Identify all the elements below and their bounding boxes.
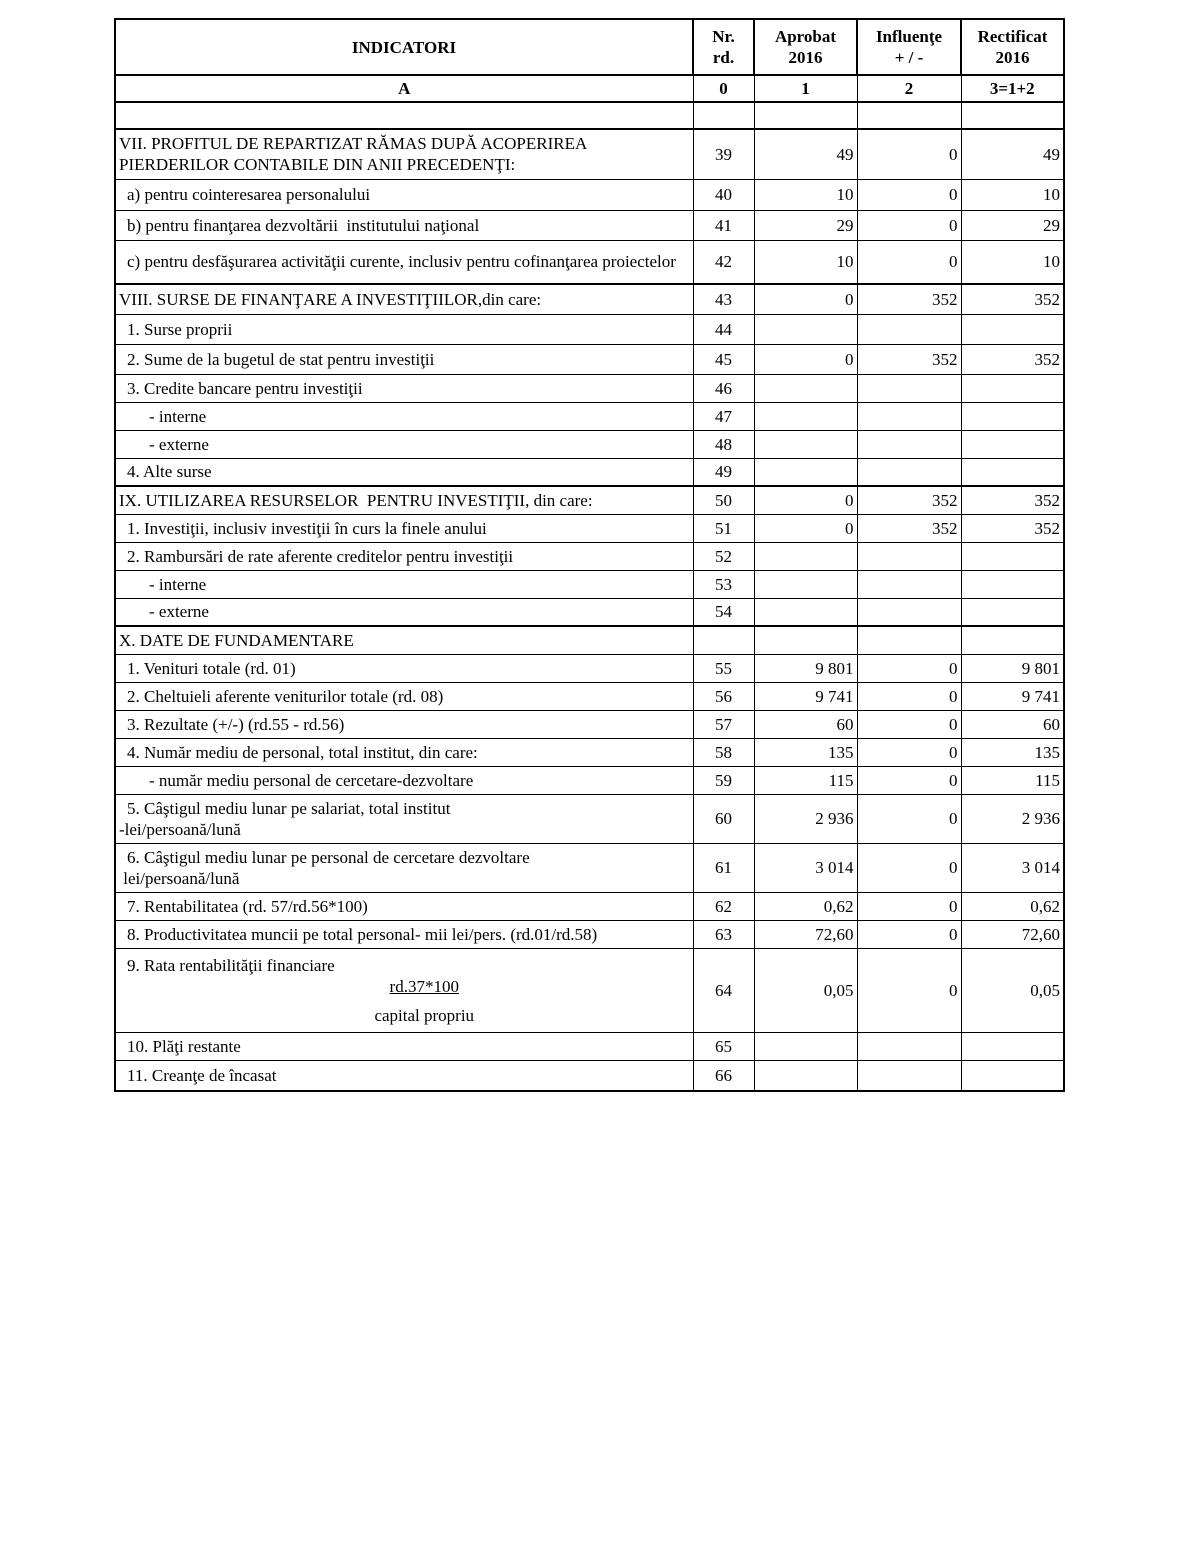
indicator-label (115, 1060, 693, 1091)
value-influente (857, 458, 961, 486)
value-rectificat: 2 936 (961, 794, 1064, 843)
indicator-label (115, 402, 693, 430)
value-influente: 0 (857, 794, 961, 843)
value-aprobat: 9 801 (754, 654, 857, 682)
value-influente: 0 (857, 129, 961, 179)
indicator-label (115, 374, 693, 402)
value-rectificat: 60 (961, 710, 1064, 738)
value-aprobat (754, 314, 857, 344)
table-row (115, 892, 1064, 920)
indicator-text: 10. Plăţi restante (127, 1036, 241, 1056)
table-row (115, 738, 1064, 766)
indicator-label (115, 458, 693, 486)
value-rectificat (961, 102, 1064, 129)
indicator-text: 3. Rezultate (+/-) (rd.55 - rd.56) (127, 714, 345, 734)
value-influente (857, 570, 961, 598)
table-row (115, 458, 1064, 486)
indicator-text: 4. Număr mediu de personal, total institut, din care: (127, 742, 478, 762)
value-aprobat (754, 1060, 857, 1091)
table-row (115, 402, 1064, 430)
value-influente (857, 102, 961, 129)
value-rectificat: 352 (961, 514, 1064, 542)
row-number: 47 (693, 402, 754, 430)
indicator-label (115, 344, 693, 374)
value-aprobat: 10 (754, 179, 857, 210)
indicator-text: - interne (149, 406, 207, 426)
value-rectificat (961, 542, 1064, 570)
row-number: 42 (693, 240, 754, 284)
value-influente (857, 374, 961, 402)
table-row (115, 920, 1064, 948)
column-index-row (115, 75, 1064, 102)
value-rectificat: 135 (961, 738, 1064, 766)
row-number: 41 (693, 210, 754, 240)
indicator-text: 2. Cheltuieli aferente veniturilor totale (rd. 08) (127, 686, 444, 706)
row-number: 43 (693, 284, 754, 314)
value-rectificat (961, 314, 1064, 344)
row-number: 53 (693, 570, 754, 598)
indicator-label (115, 794, 693, 843)
row-number: 66 (693, 1060, 754, 1091)
value-rectificat: 10 (961, 179, 1064, 210)
value-rectificat (961, 598, 1064, 626)
table-row (115, 626, 1064, 654)
row-number: 48 (693, 430, 754, 458)
value-influente: 0 (857, 179, 961, 210)
value-rectificat: 10 (961, 240, 1064, 284)
value-rectificat: 352 (961, 486, 1064, 514)
indicator-text: - număr mediu personal de cercetare-dezvoltare (149, 770, 474, 790)
row-number: 65 (693, 1032, 754, 1060)
indicator-label (115, 430, 693, 458)
value-aprobat (754, 458, 857, 486)
value-aprobat: 9 741 (754, 682, 857, 710)
row-number: 46 (693, 374, 754, 402)
row-number: 55 (693, 654, 754, 682)
value-aprobat (754, 542, 857, 570)
row-number: 62 (693, 892, 754, 920)
value-rectificat: 352 (961, 284, 1064, 314)
header-influente: Influenţe + / - (857, 19, 961, 75)
value-influente: 0 (857, 892, 961, 920)
indicator-text: - externe (149, 602, 209, 622)
col-index-1: 1 (754, 75, 857, 102)
value-rectificat (961, 626, 1064, 654)
row-number: 59 (693, 766, 754, 794)
row-number: 51 (693, 514, 754, 542)
row-number: 50 (693, 486, 754, 514)
row-number: 54 (693, 598, 754, 626)
table-row (115, 240, 1064, 284)
indicator-text: 2. Rambursări de rate aferente creditelor pentru investiţii (127, 546, 514, 566)
value-aprobat: 0,05 (754, 948, 857, 1032)
value-rectificat (961, 430, 1064, 458)
value-aprobat: 10 (754, 240, 857, 284)
table-row (115, 654, 1064, 682)
value-aprobat: 0,62 (754, 892, 857, 920)
indicator-text: c) pentru desfăşurarea activităţii curente, inclusiv pentru cofinanţarea proiectelor (127, 252, 676, 272)
value-influente: 0 (857, 210, 961, 240)
value-influente: 352 (857, 514, 961, 542)
indicator-text: 11. Creanţe de încasat (127, 1065, 277, 1085)
indicator-label (115, 654, 693, 682)
indicator-label (115, 626, 693, 654)
indicator-label (115, 486, 693, 514)
header-rectificat: Rectificat 2016 (961, 19, 1064, 75)
value-rectificat: 72,60 (961, 920, 1064, 948)
value-rectificat: 115 (961, 766, 1064, 794)
value-rectificat (961, 374, 1064, 402)
indicator-label (115, 710, 693, 738)
row-number: 58 (693, 738, 754, 766)
table-row (115, 314, 1064, 344)
ratio-denominator: capital propriu (374, 1005, 475, 1025)
value-aprobat (754, 374, 857, 402)
indicator-text: 4. Alte surse (127, 462, 212, 482)
table-row (115, 1060, 1064, 1091)
value-aprobat: 49 (754, 129, 857, 179)
value-influente (857, 598, 961, 626)
value-influente (857, 626, 961, 654)
value-influente (857, 1060, 961, 1091)
indicator-text: 6. Câştigul mediu lunar pe personal de cercetare dezvoltare lei/persoană/lună (123, 847, 530, 888)
value-rectificat (961, 1032, 1064, 1060)
row-number (693, 102, 754, 129)
value-rectificat: 0,62 (961, 892, 1064, 920)
indicator-label (115, 682, 693, 710)
table-row (115, 710, 1064, 738)
indicator-text: a) pentru cointeresarea personalului (127, 185, 371, 204)
value-rectificat (961, 570, 1064, 598)
value-influente: 352 (857, 284, 961, 314)
value-aprobat: 3 014 (754, 843, 857, 892)
value-aprobat: 0 (754, 344, 857, 374)
value-aprobat (754, 102, 857, 129)
header-row (115, 19, 1064, 75)
row-number: 64 (693, 948, 754, 1032)
value-influente: 0 (857, 948, 961, 1032)
indicator-text: 5. Câştigul mediu lunar pe salariat, total institut -lei/persoană/lună (119, 798, 451, 839)
row-number: 56 (693, 682, 754, 710)
indicator-text: VII. PROFITUL DE REPARTIZAT RĂMAS DUPĂ ACOPERIREA PIERDERILOR CONTABILE DIN ANII PRECEDENŢI: (119, 134, 591, 175)
table-row (115, 794, 1064, 843)
value-rectificat: 49 (961, 129, 1064, 179)
value-influente: 0 (857, 654, 961, 682)
indicator-label (115, 892, 693, 920)
indicator-label (115, 284, 693, 314)
value-influente: 0 (857, 738, 961, 766)
indicator-label (115, 179, 693, 210)
value-influente: 352 (857, 344, 961, 374)
table-row (115, 514, 1064, 542)
row-number: 61 (693, 843, 754, 892)
value-aprobat: 0 (754, 486, 857, 514)
value-aprobat (754, 570, 857, 598)
indicator-text: 3. Credite bancare pentru investiţii (127, 378, 363, 398)
value-rectificat: 29 (961, 210, 1064, 240)
value-aprobat: 29 (754, 210, 857, 240)
indicator-label (115, 129, 693, 179)
value-aprobat: 115 (754, 766, 857, 794)
indicator-text: 8. Productivitatea muncii pe total personal- mii lei/pers. (rd.01/rd.58) (127, 924, 598, 944)
indicator-label (115, 843, 693, 892)
indicator-label (115, 102, 693, 129)
table-row (115, 102, 1064, 129)
value-rectificat: 3 014 (961, 843, 1064, 892)
value-rectificat (961, 458, 1064, 486)
table-row (115, 210, 1064, 240)
table-row (115, 486, 1064, 514)
value-influente (857, 1032, 961, 1060)
value-influente: 0 (857, 240, 961, 284)
value-aprobat (754, 430, 857, 458)
row-number: 39 (693, 129, 754, 179)
table-row (115, 542, 1064, 570)
table-row (115, 179, 1064, 210)
value-aprobat: 0 (754, 284, 857, 314)
row-number: 57 (693, 710, 754, 738)
col-index-2: 2 (857, 75, 961, 102)
indicator-label (115, 240, 693, 284)
value-aprobat (754, 626, 857, 654)
indicator-label (115, 920, 693, 948)
table-row (115, 682, 1064, 710)
value-influente: 352 (857, 486, 961, 514)
table-row (115, 344, 1064, 374)
row-number: 49 (693, 458, 754, 486)
indicator-label (115, 1032, 693, 1060)
row-number: 45 (693, 344, 754, 374)
indicator-text: 2. Sume de la bugetul de stat pentru investiţii (127, 349, 435, 369)
value-rectificat (961, 1060, 1064, 1091)
indicator-label (115, 542, 693, 570)
value-aprobat (754, 1032, 857, 1060)
indicator-label (115, 948, 693, 1032)
table-row (115, 374, 1064, 402)
indicator-label (115, 514, 693, 542)
table-row (115, 430, 1064, 458)
col-index-a: A (115, 75, 693, 102)
value-aprobat: 72,60 (754, 920, 857, 948)
row-number: 52 (693, 542, 754, 570)
table-row (115, 843, 1064, 892)
value-influente: 0 (857, 843, 961, 892)
row-number: 40 (693, 179, 754, 210)
value-aprobat: 0 (754, 514, 857, 542)
row-number: 44 (693, 314, 754, 344)
value-influente: 0 (857, 710, 961, 738)
value-aprobat: 135 (754, 738, 857, 766)
indicator-text: 1. Venituri totale (rd. 01) (127, 658, 296, 678)
indicator-text: - externe (149, 434, 209, 454)
indicator-label (115, 598, 693, 626)
indicator-label (115, 314, 693, 344)
indicator-text: X. DATE DE FUNDAMENTARE (119, 630, 354, 650)
indicator-text: b) pentru finanţarea dezvoltării institutului naţional (127, 215, 480, 235)
row-number: 63 (693, 920, 754, 948)
value-aprobat: 2 936 (754, 794, 857, 843)
header-nr-rd: Nr. rd. (693, 19, 754, 75)
indicator-text: 9. Rata rentabilităţii financiare (127, 955, 335, 975)
indicator-text: IX. UTILIZAREA RESURSELOR PENTRU INVESTIŢII, din care: (119, 490, 593, 510)
indicator-label (115, 738, 693, 766)
table-row (115, 598, 1064, 626)
header-aprobat: Aprobat 2016 (754, 19, 857, 75)
value-aprobat (754, 598, 857, 626)
table-row (115, 1032, 1064, 1060)
indicator-label (115, 766, 693, 794)
indicator-text: 1. Investiţii, inclusiv investiţii în curs la finele anului (127, 518, 487, 538)
indicator-text: VIII. SURSE DE FINANŢARE A INVESTIŢIILOR,din care: (119, 289, 542, 309)
value-influente: 0 (857, 682, 961, 710)
value-aprobat (754, 402, 857, 430)
ratio-numerator: rd.37*100 (389, 976, 459, 996)
value-rectificat: 0,05 (961, 948, 1064, 1032)
col-index-3: 3=1+2 (961, 75, 1064, 102)
value-rectificat: 9 741 (961, 682, 1064, 710)
value-rectificat (961, 402, 1064, 430)
value-rectificat: 352 (961, 344, 1064, 374)
indicator-text: - interne (149, 574, 207, 594)
table-row (115, 766, 1064, 794)
row-number (693, 626, 754, 654)
value-aprobat: 60 (754, 710, 857, 738)
value-influente (857, 402, 961, 430)
row-number: 60 (693, 794, 754, 843)
col-index-0: 0 (693, 75, 754, 102)
value-influente (857, 314, 961, 344)
table-row (115, 284, 1064, 314)
value-rectificat: 9 801 (961, 654, 1064, 682)
table-row (115, 129, 1064, 179)
value-influente (857, 542, 961, 570)
indicator-label (115, 570, 693, 598)
indicator-text: 7. Rentabilitatea (rd. 57/rd.56*100) (127, 896, 368, 916)
indicator-label (115, 210, 693, 240)
table-row (115, 948, 1064, 1032)
header-indicatori: INDICATORI (115, 19, 693, 75)
table-row (115, 570, 1064, 598)
value-influente (857, 430, 961, 458)
indicators-table (114, 18, 1065, 1092)
value-influente: 0 (857, 920, 961, 948)
indicator-text: 1. Surse proprii (127, 319, 233, 339)
value-influente: 0 (857, 766, 961, 794)
